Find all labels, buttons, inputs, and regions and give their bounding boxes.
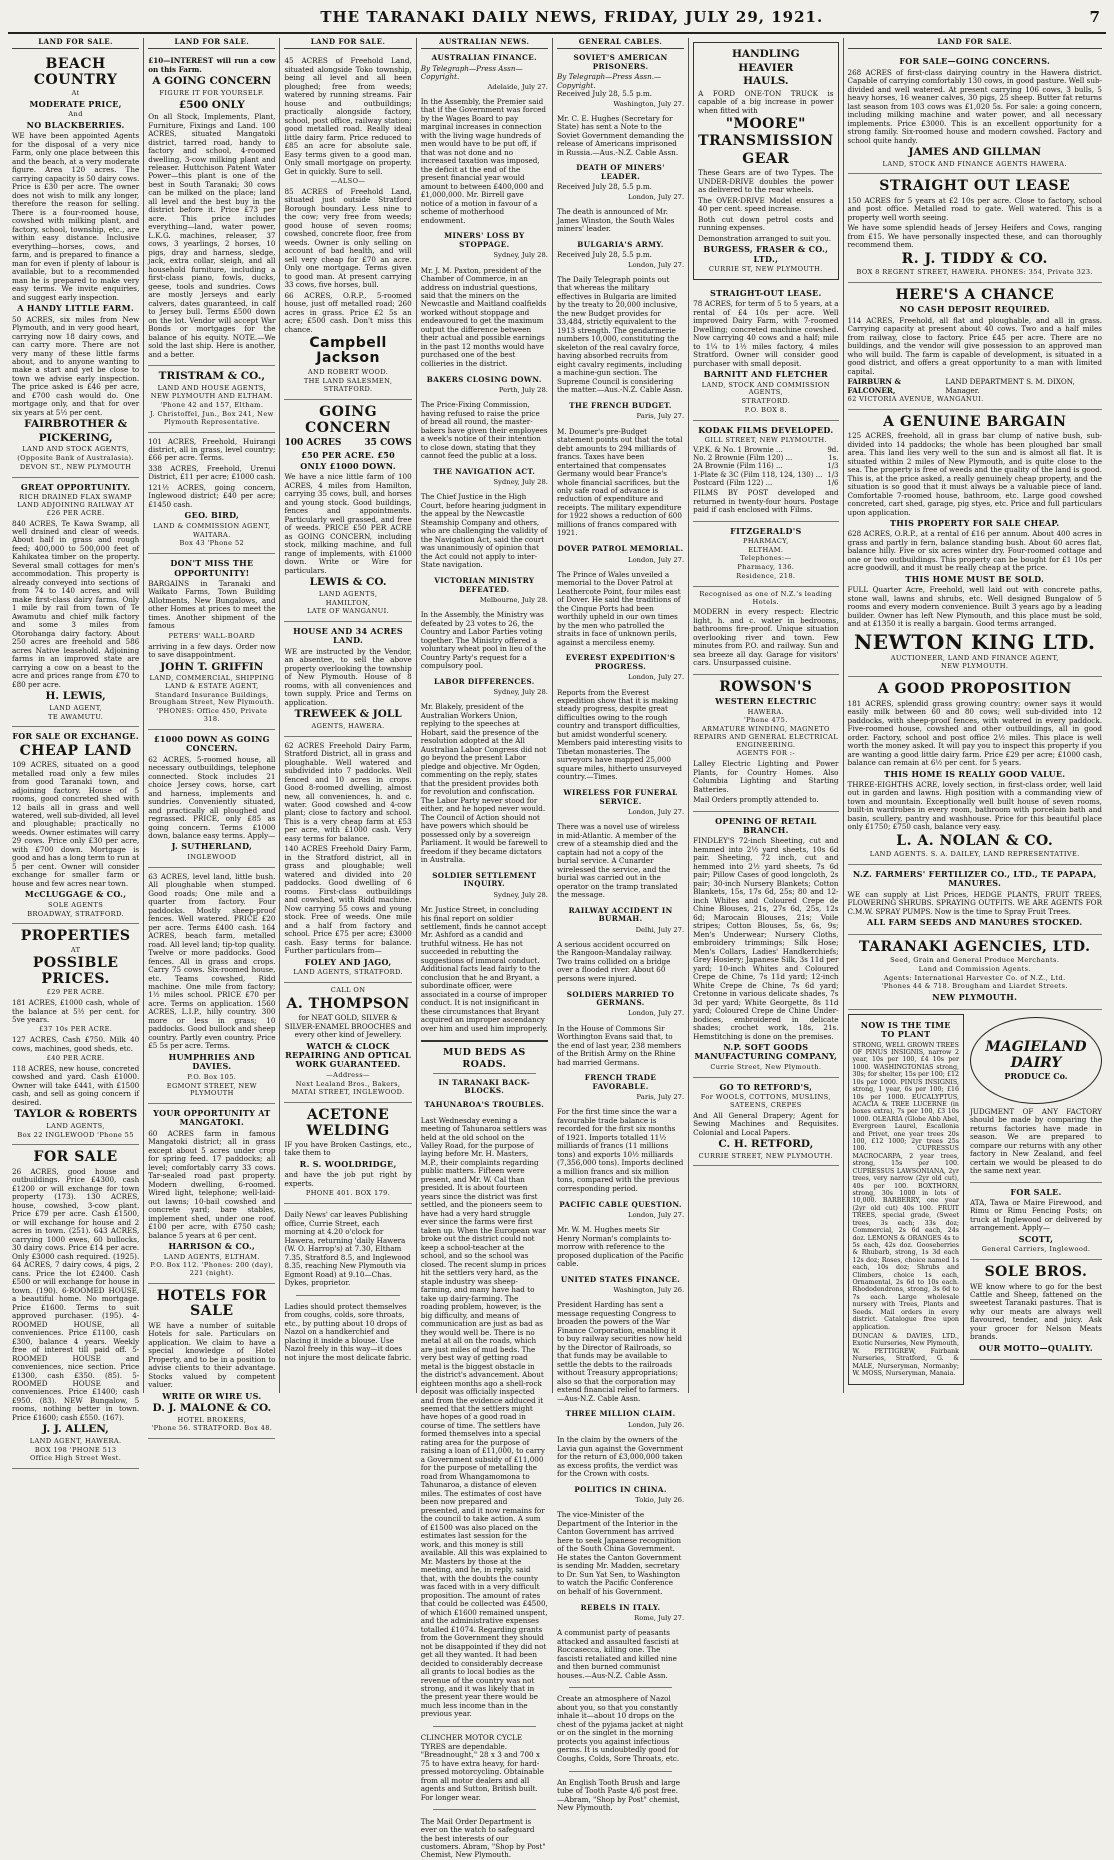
ad-mangatoki: YOUR OPPORTUNITY AT MANGATOKI. 60 ACRES farm in famous Mangatoki district; all in grass except about 5 acres under crop for spring feed. 17 paddocks; all level; comfortably carry 33 cows. Tar-sealed road past property. Modern dwelling, 6-roomed. Wired light, telephone; well-laid-out lawns; 10-bail cowshed and concrete yard; bare stables, implement shed, under one roof. £100 per acre, with £750 cash; balance 5 years at 6 per cent. HARRISON & CO., LAND AGENTS, ELTHAM. P.O. Box 112. 'Phones: 200 (day), 221 (night).	[148, 1104, 275, 1284]
section-heading: LAND FOR SALE.	[284, 38, 411, 49]
notice-delivery: Daily News' car leaves Publishing office, Currie Street, each morning at 4.20 o'clock for Hawera, returning 'daily Hawera (W. O. Harrop's) at 7.30, Eltham 7.35, Stratford 8.5, and Inglewood 8.35, reaching New Plymouth via Egmont Road) at 9.10—Chas. Dykes, proprietor.	[284, 1210, 411, 1288]
masthead-title: THE TARANAKI DAILY NEWS, FRIDAY, JULY 29, 1921.	[320, 8, 824, 26]
ad-hotel: Recognised as one of N.Z.'s leading Hotels. MODERN in every respect: Electric light, h. and c. water in bedrooms, bathrooms fire-proof. Unique situation overlooking river and town. Few minutes from P.O. and railway. Sun and sea breeze all day. Garage for visitors' cars. Unsurpassed cuisine.	[693, 587, 838, 675]
ad-heres-a-chance: HERE'S A CHANCE NO CASH DEPOSIT REQUIRED. 114 ACRES, Freehold, all flat and ploughable, and all in grass. Carrying capacity at present about 40 cows. Two and a half miles from railway, close to factory. Price £45 per acre. There are no buildings, and the vendor will give possession to an approved man who will build. The farm is capable of development, is situated in a good district, and offers a great opportunity to a man with limited capital. FAIRBURN & FALCONER, LAND DEPARTMENT S. M. DIXON, Manager. 62 VICTORIA AVENUE, WANGANUI.	[848, 283, 1102, 410]
page-number: 7	[1089, 8, 1100, 26]
ad-going-concern-hamilton: GOING CONCERN 100 ACRES 35 COWS £50 PER ACRE. £50 ONLY £1000 DOWN. We have a nice little farm of 100 ACRES, 4 miles from Hamilton, carrying 35 cows, bull, and horses and young stock. Good buildings, fences and appointments. Particularly well grassed, and free of weeds. PRICE £50 PER ACRE as GOING CONCERN, including stock, milking machine, and full range of implements, with £1000 down. Write or Wire for particulars. LEWIS & CO. LAND AGENTS, HAMILTON, LATE OF WANGANUI.	[284, 400, 411, 622]
column-7	[844, 38, 1106, 1393]
ad-moore-transmission: HANDLING HEAVIER HAULS. A FORD ONE-TON TRUCK is capable of a big increase in power when fitted with "MOORE" TRANSMISSION GEAR These Gears are of two Types. The UNDER-DRIVE doubles the power as delivered to the rear wheels. The OVER-DRIVE Model ensures a 40 per cent. speed increase. Both cut down petrol costs and running expenses. Demonstration arranged to suit you. BURGESS, FRASER & CO., LTD., CURRIE ST, NEW PLYMOUTH.	[693, 42, 838, 280]
ad-taranaki-agencies: TARANAKI AGENCIES, LTD. Seed, Grain and General Produce Merchants. Land and Commission Agents. Agents: International Harvester Co. of N.Z., Ltd. 'Phones 44 & 718. Brougham and Liardet Streets. NEW PLYMOUTH.	[848, 935, 1102, 1010]
ad-rowson: ROWSON'S WESTERN ELECTRIC HAWERA. 'Phone 475. ARMATURE WINDING, MAGNETO REPAIRS AND GENERAL ELECTRICAL ENGINEERING. AGENTS FOR :- Lalley Electric Lighting and Power Plants, for Country Homes. Also Columbia Lighting and Starting Batteries. Mail Orders promptly attended to.	[693, 675, 838, 812]
dairy-produce-logo: MAGIELAND DAIRY PRODUCE Co.	[970, 1017, 1102, 1104]
ad-1000-down: £1000 DOWN AS GOING CONCERN. 62 ACRES, 5-roomed house, all necessary outbuildings, telephone connected. Stock includes 21 choice Jersey cows, horse, cart and harness, implements and sundries. Conveniently situated, and practically all ploughed and regrassed. PRICE, only £85 as going concern. Terms £1000 down, balance easy terms. Apply— J. SUTHERLAND, INGLEWOOD	[148, 730, 275, 868]
masthead	[8, 8, 1106, 34]
ad-house-34: HOUSE AND 34 ACRES LAND. WE are instructed by the Vendor, an absentee, to sell the above property overlooking the township of New Plymouth. House of 8 rooms, with all conveniences and town supply. Price and Terms on application. TREWEEK & JOLL AGENTS, HAWERA.	[284, 622, 411, 737]
ad-straight-out-lease: STRAIGHT-OUT LEASE. 78 ACRES, for term of 5 to 5 years, at a rental of £4 10s per acre. Well improved Dairy Farm, with 7-roomed Dwelling; concreted machine cowshed. Now carrying 40 cows and a half; mile to 1¼ to 1½ miles factory, 4 miles Stratford. Owner will consider good purchaser with small deposit. BARNITT AND FLETCHER LAND, STOCK AND COMMISSION AGENTS, STRATFORD. P.O. BOX 8.	[693, 284, 838, 421]
ad-foley-jago: 62 ACRES Freehold Dairy Farm, Stratford District, all in grass and ploughable. Well watered and subdivided into 7 paddocks. Well fenced and 10 acres in crops. Good 8-roomed dwelling, almost new, all conveniences, h. and c. water. Good cowshed and 4-cow plant; close to factory and school. This is a very cheap farm at £53 per acre, with £1000 cash. Very easy terms for balance. 140 ACRES Freehold Dairy Farm, in the Stratford district, all in grass and ploughable; well watered and divided into 20 paddocks. Good dwelling of 6 rooms. First-class outbuildings and cowshed, with Ridd machine. Now carrying 55 cows and young stock. Free of weeds. One mile and a half from factory and school. Price £75 per acre; £3000 cash. Easy terms for balance. Further particulars from— FOLEY AND JAGO, LAND AGENTS, STRATFORD.	[284, 737, 411, 983]
ad-body: WE have been appointed Agents for the disposal of a very nice Farm, only one place between this and the beach, at a very moderate figure. Area 120 acres. The carrying capacity is 50 dairy cows. Price is £30 per acre. The owner does not wish to milk any longer, therefore the reason for selling. There is a four-roomed house, cowshed with milking plant, and factory, school, township, etc., are within easy distance. Inclusive everything—horses, cows, and farm, and is prepared to finance a man for even if plenty of labour is available, but to a recommended man he is prepared to make very easy terms. We invite enquiries, and suggest early inspection.	[12, 131, 140, 302]
ad-thompson: CALL ON A. THOMPSON for NEAT GOLD, SILVER & SILVER-ENAMEL BROOCHES and every other kind of Jewellery. WATCH & CLOCK REPAIRING AND OPTICAL WORK GUARANTEED. —Address— Next Lealand Bros., Bakers, MATAI STREET, INGLEWOOD.	[284, 983, 411, 1103]
ad-hotels: HOTELS FOR SALE WE have a number of suitable Hotels for sale. Particulars on application. We claim to have a special knowledge of Hotel Property, and to be in a position to advise clients to their advantage. Stocks valued by competent valuer. WRITE OR WIRE US. D. J. MALONE & CO. HOTEL BROKERS, 'Phone 56. STRATFORD. Box 48.	[148, 1284, 275, 1439]
ad-sole-bros: SOLE BROS. WE know where to go for the best Cattle and Sheep, fattened on the sweetest Taranaki pastures. That is why our meats are always well flavoured, tender, and juicy. Ask your grocer for Nelson Meats brands. OUR MOTTO—QUALITY.	[970, 1260, 1102, 1360]
ad-going-concern: £10—INTEREST will run a cow on this Farm. A GOING CONCERN FIGURE IT FOR YOURSELF. £500 ONLY On all Stock, Implements, Plant, Furniture, Fixings and Land. 100 ACRES, situated Mangatoki district, tarred road, handy to factory and school, 4-roomed dwelling, 3-cow milking plant and releaser. Huttchison Patent Water Power—this plant is one of the best in South Taranaki; 30 cows can be milked on the place; land all level and the best buy in the district before it. Price £73 per acre. This price includes everything—land, water power, L.K.G. machines, releaser, 37 cows, 3 yearlings, 2 horses, 10 pigs, dray and harness, sledge, jack, extra collar, sleigh, and all household furniture, including a first-class piano, fowls, ducks, geese, tools and sundries. Cows are mostly Jerseys and early calvers, dates guaranteed, in calf to Jersey bull. Terms £500 down on the lot. Vendor will accept War Bonds or mortgages for the balance of his equity. NOTE.—We sold the last ship. Here is another, and a better.	[148, 52, 275, 366]
ad-acetone-welding: ACETONE WELDING IF you have Broken Castings, etc., take them to R. S. WOOLDRIDGE, and have the job put right by experts. PHONE 401. BOX 179.	[284, 1103, 411, 1204]
column-3	[280, 38, 416, 1393]
section-heading: LAND FOR SALE.	[848, 38, 1102, 49]
headline-mud-beds: MUD BEDS AS ROADS.	[442, 1047, 526, 1070]
columns	[8, 37, 1106, 1860]
column-6	[689, 38, 843, 1393]
section-heading: GENERAL CABLES.	[557, 38, 684, 49]
ad-body: 50 ACRES, six miles from New Plymouth, and in very good heart, carrying now 18 dairy cows, and can carry more. There are not very many of these little farms about, and to anyone wanting to make a start and yet be close to town we advise early inspection. The price asked is £46 per acre, and £700 cash would do. One mortgage only, and that for over six years at 5½ per cent.	[12, 314, 140, 417]
ad-genuine-bargain: A GENUINE BARGAIN 125 ACRES, freehold, all in grass bar clump of native bush, sub-divided into 14 paddocks; the whole has been ploughed bar small area. This land lies very well to the sun and is almost all flat. It is situated within 2 miles of New Plymouth, and is quite close to the sea. The property is free of weeds and the quality of the land is good. This is, at the price asked, a really genuinely cheap property, and the situation is so good that it must always be a valuable piece of land. Comfortable 7-roomed house, bathroom, etc. Large good cowshed concreted, cart shed, garage, pig styes, etc. Price and full particulars upon application. THIS PROPERTY FOR SALE CHEAP. 628 ACRES, O.R.P., at a rental of £16 per annum. About 400 acres in grass and partly in fern, balance standing bush. About 60 acres flat, balance hilly. Five or six acres winter dry. Four-roomed cottage and one or two outbuildings. This property can be bought for £1 10s per acre goodwill, and it must be really cheap at the price. THIS HOME MUST BE SOLD. FULL Quarter Acre, Freehold, well laid out with concrete paths, stone wall, lawns and shrubs, etc. Well designed Bungalow of 5 rooms and every modern convenience. Built 3 years ago by a leading builder. Owner has left New Plymouth, and this place must be sold, and at £1350 it is really a bargain. Good terms arranged. NEWTON KING LTD. AUCTIONEER, LAND AND FINANCE AGENT, NEW PLYMOUTH.	[848, 410, 1102, 677]
notice-nazol: Ladies should protect themselves from coughs, colds, sore throats, etc., by putting about 10 drops of Nazol on a handkerchief and placing it inside a blouse. Use Nazol freely in this way—it does not injure the most delicate fabric.	[284, 1301, 412, 1362]
ad-going-concerns-hawera: FOR SALE—GOING CONCERNS. 268 ACRES of first-class dairying country in the Hawera district. Capable of carrying comfortably 130 cows, in good pasture. Well sub-divided and well watered. At present carrying 106 cows, 3 bulls, 5 heavy horses, 16 weaner calves, 30 pigs, 25 sheep. Butter fat returns last season from 103 cows was £1,020 5s. For sale: a going concern, including milking machine and water power, and all necessary implements. Price £3000. This is an excellent opportunity for a strong family. Six-roomed house and modern cowshed. Factory and school quite handy. JAMES AND GILLMAN LAND, STOCK AND FINANCE AGENTS HAWERA.	[848, 52, 1102, 174]
column-5: GENERAL CABLES. SOVIET'S AMERICAN PRISONERS. By Telegraph—Press Assn.—Copyright. Received July 28, 5.5 p.m. Washington, July 27. Mr. C. E. Hughes (Secretary for State) has sent a Note to the Soviet Government demanding the release of Americans imprisoned in Russia.—Aus.-N.Z. Cable Assn. DEATH OF MINERS' LEADER. Received July 28, 5.5 p.m. London, July 27. The death is announced of Mr. James Winston, the South Wales miners' leader. BULGARIA'S ARMY. Received July 28, 5.5 p.m. London, July 27. The Daily Telegraph points out that whereas the military effectives in Bulgaria are limited by the treaty to 20,000 inclusive, the new Budget provides for 33,484, strictly equivalent to the 1913 strength. The gendarmerie numbers 10,000, constituting the skeleton of the real cavalry force, having absorbed recruits from eight cavalry regiments, including a machine-gun section. The Supreme Council is considering the matter.—Aus.-N.Z. Cable Assn. THE FRENCH BUDGET. Paris, July 27. M. Doumer's pre-Budget statement points out that the total debt amounts to 294 milliards of francs. Taxes have been entertained that compensates Germany would bear France's whole financial sacrifices, but the only safe road of advance is reduction of expenditure and receipts. The military expenditure for 1922 shows a reduction of 600 millions of francs compared with 1921. DOVER PATROL MEMORIAL. London, July 27. The Prince of Wales unveiled a memorial to the Dover Patrol at Leathercote Point, four miles east of Dover. He said the traditions of the Cinque Ports had been worthily upheld in our own times by the men who patrolled the straits in face of unknown perils, against a merciless enemy. EVEREST EXPEDITION'S PROGRESS. London, July 27. Reports from the Everest expedition show that it is making steady progress, despite great difficulties owing to the rough country and transport difficulties, but amidst wonderful scenery. Members paid interesting visits to Tibetan monasteries. The surveyors have mapped 25,000 square miles, hitherto unsurveyed country.—Times. WIRELESS FOR FUNERAL SERVICE. London, July 27. There was a novel use of wireless in mid-Atlantic. A member of the crew of a steamship died and the captain had not a copy of the burial service. A Cunarder wirelessed the service, and the burial was carried out in the operator on the tramp translated the message. RAILWAY ACCIDENT IN BURMAH. Delhi, July 27. A serious accident occurred on the Rangoon-Mandalay railway. Two trains collided on a bridge over a flooded river. About 60 persons were injured. SOLDIERS MARRIED TO GERMANS. London, July 27. In the House of Commons Sir Worthington Evans said that, to the end of last year, 238 members of the British Army on the Rhine had married Germans. FRENCH TRADE FAVORABLE. Paris, July 27. For the first time since the war a favourable trade balance is recorded for the first six months of 1921. Imports totalled 11½ milliards of francs (11 millions tons) and exports 10½ milliards (7,356,000 tons). Imports declined a million francs and six million tons, compared with the previous corresponding period. PACIFIC CABLE QUESTION. London, July 27. Mr. W. M. Hughes meets Sir Henry Norman's complaints to-morrow with reference to the proposed duplication of the Pacific cable. UNITED STATES FINANCE. Washington, July 26. President Harding has sent a message requesting Congress to broaden the powers of the War Finance Corporation, enabling it to buy railway securities now held by the Director of Railroads, so that funds may be available to settle the debts to the railroads without Treasury appropriations; also so that the corporation may extend financial relief to farmers.—Aus-N.Z. Cable Assn. THREE MILLION CLAIM. London, July 26. In the claim by the owners of the Lavia gun against the Government for the return of £3,000,000 taken as excess profits, the verdict was for the Crown with costs. POLITICS IN CHINA. Tokio, July 26. The vice-Minister of the Department of the Interior in the Canton Government has arrived here to seek Japanese recognition of the South China Government. He states the Canton Government is sending Mr. Madden, secretary to Dr. Sun Yat Sen, to Washington to watch the Pacific Conference on behalf of his Government. REBELS IN ITALY. Rome, July 27. A communist party of peasants attacked and assaulted fascisti at Roccasecca, killing one. The fascisti retaliated and killed nine and then burned communist houses.—Aus-N.Z. Cable Assn. Create an atmosphere of Nazol about you, so that you constantly inhale it—about 10 drops on the chest of the pyjama jacket at night or on the singlet in the morning protects you against infectious germs. It is undoubtedly good for Coughs, Colds, Sore Throats, etc. An English Tooth Brush and large tube of Tooth Paste 4/6 post free.—Abram, "Shop by Post" chemist, New Plymouth.	[553, 38, 689, 1393]
ad-campbell-jackson: 45 ACRES of Freehold Land, situated alongside Toko township, being all level and all been ploughed; free from weeds; watered by running streams. Fair house and outbuildings; practically alongside factory, school, post office, railway station; good metalled road. Really ideal little dairy farm. Price reduced to £85 an acre for absolute sale. Easy terms given to a good man. Only small mortgage on property. Get in quickly. Sure to sell. —ALSO— 85 ACRES of Freehold Land, situated just outside Stratford Borough boundary. Less nine to the cow; very free from weeds; good house of seven rooms; cowshed, concrete floor, free from weeds. Owner is only selling on account of bad health, and will sell very cheap for £70 an acre. Only one mortgage. Terms given to good man. At present carrying 33 cows, five horses, bull. 66 ACRES, O.R.P., 5-roomed house, just off metalled road; 260 acres in grass. Price £2 5s an acre; £500 cash. Don't miss this chance. Campbell Jackson AND ROBERT WOOD. THE LAND SALESMEN, STRATFORD.	[284, 52, 411, 400]
ad-straight-out-lease-2: STRAIGHT OUT LEASE 150 ACRES for 5 years at £2 10s per acre. Close to factory, school and post office. Metalled road to gate. Well watered. This is a property well worth seeing. We have some splendid heads of Jersey Heifers and Cows, ranging from £15. We have personally inspected these, and can thoroughly recommend them. R. J. TIDDY & CO. BOX 8 REGENT STREET, HAWERA. PHONES: 354, Private 323.	[848, 174, 1102, 282]
column-4: AUSTRALIAN NEWS. AUSTRALIAN FINANCE. By Telegraph—Press Assn—Copyright. Adelaide, July 27. In the Assembly, the Premier said that if the Government was forced by the Wages Board to pay marginal increases in connection with the living wage hundreds of men would have to be put off, if that was not done and no increased taxation was imposed, the deficit at the end of the present financial year would amount to between £400,000 and £1,000,000. Mr. Birrell gave notice of a motion in favour of a scheme of motherhood endowment. MINERS' LOSS BY STOPPAGE. Sydney, July 28. Mr. J. M. Paxton, president of the Chamber of Commerce, in an address on industrial questions, said that the miners on the Newcastle and Maitland coalfields worked without stoppage and endeavoured to get the maximum output the difference between their actual and possible earnings in the past 12 months would have purchased one of the best collieries in the district. BAKERS CLOSING DOWN. Perth, July 28. The Price-Fixing Commission, having refused to raise the price of bread all round, the master-bakers have given their employees a week's notice of their intention to close down, stating that they cannot feed the public at a loss. THE NAVIGATION ACT. Sydney, July 28. The Chief Justice in the High Court, before hearing judgment in the appeal by the Newcastle Steamship Company and others, who are challenging the validity of the Navigation Act, said the court was unanimously of opinion that the Act could not apply to inter-State navigation. VICTORIAN MINISTRY DEFEATED. Melbourne, July 28. In the Assembly, the Ministry was defeated by 23 votes to 26, the Country and Labor Parties voting together. The Ministry offered a voluntary wheat pool in lieu of the Country Party's request for a compulsory pool. LABOR DIFFERENCES. Sydney, July 28. Mr. Blakely, president of the Australian Workers Union, replying to the speeches at Hobart, said the presence of the resolution adopted at the All Australian Labor Congress did not go beyond the present Labor pledge and objective. Mr Ogden, commenting on the reply, states that the president provides both for revolution and confiscation. The Labor Party never stood for either, and he hoped never would. The Council of Action should not have powers which should be possessed only by a sovereign Parliament. It would be farewell to freedom if they became dictators in Australia. SOLDIER SETTLEMENT INQUIRY. Sydney, July 28. Mr. Justice Street, in concluding his final report on soldier settlement, finds he cannot accept Mr. Ashford as a candid and truthful witness. He has not succeeded in rebutting the suggestions of immoral conduct. Additional facts lead fairly to the conclusion that he and Bryant, a subordinate officer, were associated in a course of improper conduct. It is not insignificant in these circumstances that Bryant acquired an improper ascendancy over him and used him improperly. MUD BEDS AS ROADS. IN TARANAKI BACK-BLOCKS. TAHUNAROA'S TROUBLES. Last Wednesday evening a meeting of Tahunaroa settlers was held at the old school on the Valley Road, for the purpose of laying before Mr. H. Masters, M.P., their complaints regarding public matters. Fifteen were present, and Mr. W. Cal than presided. It is about fourteen years since the district was first settled, and the pioneers seem to have had a very hard struggle ever since the farms were first taken up. When the European war broke out the district could not keep a school-teacher at the school, and so the school was closed. The recent slump in prices hit the settlers very hard, as the staple industry was sheep-farming, and many have had to take up dairy-farming. The roading problem, however, is the big difficulty, and means of communication are just as bad as they would well be. There is no metal at all on the roads, which are just miles of mud beds. The very best way of getting road metal is the biggest obstacle in the district's advancement. About eighteen months ago a shell-rock deposit was officially inspected and from the evidence adduced it seemed that the settlers might have hopes of a good road in course of time. The settlers have formed themselves into a special rating area for the purpose of raising a loan of £11,000, to carry a Government subsidy of £11,000 for the purpose of metalling the road from Whangamomona to Tahunaroa, a distance of eleven miles. The estimates of cost have been now prepared and presented, and it now remains for the council to take action. A sum of £1500 was also placed on the estimates last session for the work, and this money is still available. All this was explained to Mr. Masters by those at the meeting, and he, in reply, said that, with the doubts the county was faced with in a very difficult proposition. The amount of rates that could be collected was £4500, of which £1600 remained unspent, and the administrative expenses totalled £1074. Regarding grants from the Government they should not be disappointed if they did not get all they wanted. It had been decided to considerably decrease all grants to local bodies as the revenue of the country was not strong, and it was likely that in the present year there would be much less income than in the previous year. CLINCHER MOTOR CYCLE TYRES are dependable. "Breadnought," 28 x 3 and 700 x 75 to have extra heavy, for hard-pressed motorcycling. Obtainable from all motor dealers and all agents and Sutton, British built. For longer wear. The Mail Order Department is ever on the watch to safeguard the best interests of our customers. Abram, "Shop by Post" Chemist, New Plymouth.	[417, 38, 553, 1393]
ad-title: BEACH COUNTRY	[33, 56, 118, 88]
ad-great-opportunity: GREAT OPPORTUNITY. RICH DRAINED FLAX SWAMP LAND ADJOINING RAILWAY AT £26 PER ACRE. 840 ACRES, Te Kawa Swamp, all well drained and clear of weeds. About half in grass and rough feed; 400,000 to 500,000 feet of Kahikatea timber on the property. Several small cottages for men's accommodation. This property is already conveyed into sections of from 74 to 140 acres, and will make first-class dairy farms. Only 1 mile by rail from town of Te Awamutu and chief milk factory and some 3 miles from Otorohanga dairy factory. About 250 acres are freehold and 586 acres Native leasehold. Adjoining farms in an improved state are carrying a cow on a beast to the acre and prices range from £70 to £80 per acre. H. LEWIS, LAND AGENT, TE AWAMUTU.	[12, 478, 139, 728]
section-heading: LAND FOR SALE.	[12, 38, 139, 49]
ad-fitzgerald: FITZGERALD'S PHARMACY, ELTHAM. Telephones:— Pharmacy, 136. Residence, 218.	[693, 522, 838, 587]
ad-dairy-produce: MAGIELAND DAIRY PRODUCE Co. JUDGMENT OF ANY FACTORY should be made by comparing the returns factories have made in season. We are prepared to compare our returns with any other factory in New Zealand, and feel certain we would be pleased to do the same next year.	[970, 1010, 1102, 1183]
newton-king-logo: NEWTON KING LTD.	[853, 629, 1096, 654]
ad-dont-miss: DON'T MISS THE OPPORTUNITY! BARGAINS in Taranaki and Waikato Farms, Town Building Allotments, New Bungalows, and other Homes at prices to meet the times. Another shipment of the famous PETERS' WALL-BOARD arriving in a few days. Order now to save disappointment. JOHN T. GRIFFIN LAND, COMMERCIAL, SHIPPING LAND & ESTATE AGENT, Standard Insurance Buildings, Brougham Street, New Plymouth. 'PHONES: Office 450, Private 318.	[148, 554, 275, 730]
section-heading: LAND FOR SALE.	[148, 38, 275, 49]
ad-geo-bird: 101 ACRES, Freehold, Huirangi district, all in grass, level country; £66 per acre. Terms. 338 ACRES, Freehold, Urenui District, £11 per acre; £1000 cash. 121½ ACRES, going concern, Inglewood district; £40 per acre; £1450 cash. GEO. BIRD, LAND & COMMISSION AGENT, WAITARA. Box 43 'Phone 52	[148, 433, 275, 555]
column-2	[144, 37, 280, 1433]
ad-tristram: TRISTRAM & CO., LAND AND HOUSE AGENTS, NEW PLYMOUTH AND ELTHAM. 'Phone 42 and 157, Eltham. J. Christoffel, Jun., Box 241, New Plymouth Representative.	[148, 366, 275, 432]
ad-retfords: GO TO RETFORD'S, For WOOLS, COTTONS, MUSLINS, SATEENS, CREPES And All General Drapery; Agent for Sewing Machines and Requisites. Colonial and Local Papers. C. H. RETFORD, CURRIE STREET, NEW PLYMOUTH.	[693, 1078, 838, 1167]
column-1	[8, 37, 144, 1463]
ad-humphries: 63 ACRES, level land, little bush. All ploughable when stumped. Good roads; One mile and a quarter from factory. Four paddocks. Mostly sheep-proof fences. Well watered. PRICE £20 per acre. Terms £400 cash. 164 ACRES, beach farm, metalled road. All level land; tip-top quality. Twelve or more paddocks. Good fences. All in grass and crops. Carry 75 cows. Six-roomed house, etc. Teams cowshed, Ridd machine. One mile from factory; 1½ miles school. PRICE £70 per acre. Terms on application. 1560 ACRES, L.I.P., hilly country. 300 more or less in grass; 10 paddocks. Good bullock and sheep country. Partly even country. Price £5 5s per acre. Terms. HUMPHRIES AND DAVIES. P.O. Box 105. EGMONT STREET, NEW PLYMOUTH	[148, 868, 275, 1104]
kodak-price-list: V.P.K. & No. 1 Brownie ... 9d. No. 2 Brownie (Film 120) ... 1s. 2A Brownie (Film 116) ... 1/3 1-Plate & 3C (Film 118, 124, 130) ... 1/3 Postcard (Film 122) ... 1/6	[693, 445, 839, 487]
ad-for-sale: FOR SALE 26 ACRES, good house and outbuildings. Price £4300, cash £1200 or will exchange for town property (173). 130 ACRES, house, cowshed, 3-cow plant. Price £79 per acre. Cash £1500, or will exchange for house and 2 acres in town. (251). 643 ACRES, carrying 1000 ewes, 60 bullocks, 30 dairy cows. Price £14 per acre. Only £3000 cash required. (1925). 64 ACRES, 7 dairy cows, 4 pigs, 2 cans. Price the lot £2400. Cash £500 or will exchange for house in town. (190). 6-ROOMED HOUSE, a beautiful home. No mortgage. Price £1600. Terms to suit approved purchaser. (195). 4-ROOMED HOUSE, all conveniences. Price £1100, cash £300, balance 4 years. Weekly free of interest till paid off. 5-ROOMED HOUSE and conveniences, nice section. Price £1300, cash £350. (85). 5-ROOMED HOUSE and conveniences. Price £1400; cash £950. (83). NEW Bungalow, 5 rooms, nothing better in town. Price £1600; cash £550. (167). J. J. ALLEN, LAND AGENT, HAWERA. BOX 198 'PHONE 513 Office High Street West.	[12, 1145, 139, 1469]
ad-kodak-films: KODAK FILMS DEVELOPED. GILL STREET, NEW PLYMOUTH. V.P.K. & No. 1 Brownie ... 9d. No. 2 Brownie (Film 120) ... 1s. 2A Brownie (Film 116) ... 1/3 1-Plate & 3C (Film 118, 124, 130) ... 1/3 Postcard (Film 122) ... 1/6 FILMS BY POST developed and returned in twenty-four hours. Postage paid if cash enclosed with Films.	[693, 421, 838, 522]
ad-nz-farmers-fertilizer: N.Z. FARMERS' FERTILIZER CO., LTD., TE PAPAPA, MANURES. WE can supply at List Prices, HEDGE PLANTS, FRUIT TREES, FLOWERING SHRUBS. SPRAYING OUTFITS. WE ARE AGENTS FOR C.M.W. SPRAY PUMPS. Now is the time to Spray Fruit Trees. ALL FARM SEEDS AND MANURES STOCKED.	[848, 865, 1102, 935]
section-heading: AUSTRALIAN NEWS.	[421, 38, 548, 49]
ad-beach-country: BEACH COUNTRY At MODERATE PRICE, And NO BLACKBERRIES. WE have been appointed Agents for the disposal of a very nice Farm, only one place between this and the beach, at a very moderate figure. Area 120 acres. The carrying capacity is 50 dairy cows. Price is £30 per acre. The owner does not wish to milk any longer, therefore the reason for selling. There is a four-roomed house, cowshed with milking plant, and factory, school, township, etc., are within easy distance. Inclusive everything—horses, cows, and farm, and is prepared to finance a man for even if plenty of labour is available, but to a recommended man he is prepared to make very easy terms. We invite enquiries, and suggest early inspection. A HANDY LITTLE FARM. 50 ACRES, six miles from New Plymouth, and in very good heart, carrying now 18 dairy cows, and can carry more. There are not very many of these little farms about, and to anyone wanting to make a start and yet be close to town we advise early inspection. The price asked is £46 per acre, and £700 cash would do. One mortgage only, and that for over six years at 5½ per cent. FAIRBROTHER & PICKERING, LAND AND STOCK AGENTS, (Opposite Bank of Australasia). DEVON ST., NEW PLYMOUTH	[12, 52, 139, 478]
ad-properties: PROPERTIES AT POSSIBLE PRICES. £29 PER ACRE. 181 ACRES, £1000 cash, whole of the balance at 5½ per cent. for 5ve years. £37 10s PER ACRE. 127 ACRES, Cash £750. Milk 40 cows, machines, good sheds, etc. £40 PER ACRE. 118 ACRES, new house, concreted cowshed and yard. Cash £1000. Owner will take £441, with £1500 cash, and sell as going concern if desired. TAYLOR & ROBERTS LAND AGENTS, Box 22 INGLEWOOD 'Phone 55	[12, 924, 139, 1145]
ad-good-proposition: A GOOD PROPOSITION 181 ACRES, splendid grass growing country; owner says it would easily milk between 60 and 80 cows; well sub-divided into 12 paddocks, with sheep-proof fences, with watered in every paddock. Five-roomed house, cowshed and other outbuildings, all in good order. Factory, school and post office 2½ miles. This place is well worth the money asked. It will pay you to inspect this property if you are wanting a good little dairy farm. Price £29 per acre; £1000 cash, balance can remain at 6½ per cent. for 5 years. THIS HOME IS REALLY GOOD VALUE. THREE-EIGHTHS ACRE, lovely section, in first-class order, well laid out in garden and lawns. High position with a commanding view of town and mountain. Exceptionally well built house of seven rooms, built-in wardrobes in every room, bathroom with porcelain bath and basin, scullery, pantry and washhouse. Price for this beautiful place only £1750; £750 cash, balance very easy. L. A. NOLAN & CO. LAND AGENTS. S. A. DAILEY, LAND REPRESENTATIVE.	[848, 677, 1102, 865]
ad-cheap-land: FOR SALE OR EXCHANGE. CHEAP LAND 109 ACRES, situated on a good metalled road only a few miles from good Taranaki town, and adjoining factory. House of 5 rooms, good concreted shed with 12 bails all in grass and well watered, well sub-divided, all level and ploughable; practically no weeds. Owner estimates will carry 29 cows. Price only £30 per acre, with £700 down. Mortgage is good and has a long term to run at 5 per cent. Owner will consider exchange for smaller farm or house and few acres near town. McCLUGGAGE & CO., SOLE AGENTS BROADWAY, STRATFORD.	[12, 727, 139, 924]
ad-time-to-plant: NOW IS THE TIME TO PLANT STRONG, WELL GROWN TREES OF PINUS INSIGNIS, narrow 2 year, 10s per 100, £4 10s per 1000. WASHINGTONIAS strong, 30s; for shelter, 15s per 100; £12 10s per 1000. PINUS INSIGNIS, strong, 1 year, 6s per 100; £16 10s per 1000. EUCALYPTUS, ACACIA & TREE LUCERNE (in boxes extra), 7s per 100, £3 10s 1000. OLEARIA (Globe Abb Abel, Evergreen Laurel, Escallonia and Privet, one year trees 20s 100, £12 1000; 2yr trees 25s 100. CUPRESSUS MACROCARPA, 2 year trees, strong, 15s per 100. CUPRESSUS LAWSONIANA, 2yr trees, very narrow (2yr old cut), 40s per 100. BOXTHORN, strong, 30s 1000 in lots of 10,000. BARBERRY, one year (2yr old cut) 40s 100. FRUIT TREES, special grade, (Sweet trees, 3s each; 33s doz; Commercial, 2s 6d each, 24s doz. LEMONS & ORANGES 4s to 5s each, 42s doz. Gooseberries & Rhubarb, strong, 1s 3d each 12s doz; Roses, choice named 1s each, 10s doz; Shrubs and Climbers, choice 1s each, Ornamental, 2s 6d to 10s each. Rhododendrons, strong, 3s 6d to 7s each. Large wholesale nursery with Trees, Plants and Seeds. Mail orders in every district. Catalogue free upon application. DUNCAN & DAVIES, LTD., Exotic Nurseries, New Plymouth, W. PETTIGREW, Fairbank Nurseries, Stratford, G. & MALE, Nurseryman, Normanby; W. MOSS, Nurseryman, Manaia.	[848, 1014, 964, 1385]
ad-firewood-for-sale: FOR SALE. ATA, Tawa or Maire Firewood, and Rimu or Rimu Fencing Posts; on truck at Inglewood or delivered by arrangement. Apply— SCOTT, General Carriers, Inglewood.	[970, 1183, 1102, 1261]
ad-retail-branch: OPENING OF RETAIL BRANCH. FINDLEY'S 72-inch Sheeting, cut and hemmed into 2½ yard sheets, 10s 6d pair. Sheeting, 72 inch, cut and hemmed into 2½ yard sheets, 7s 6d pair; Pillow Cases of good longcloth, 2s pair; 30-inch Nursery Blankets; Cotton Blankets, 15s, 17s 6d, 25s; 80 and 12-inch Whites and Coloured Crepe de Chine Blouses, 21s, 27s 6d, 25s, 12s 6d; Marocain Blouses, 21s; Voile stripes; Cotton Blouses, 5s, 6s, 9s; Men's Underwear; Nursery Cloths, embroidery trimmings; Silk Hose; Men's Collars, Ladies' Handkerchiefs; Grey Hosiery; Japanese Silk, 3s 11d per yard; 10-inch Whites and Coloured Crepe de Chine, 7s 11d yard; 12-inch White Crepe de Chine, 7s 6d yard; Cretonne in various delicate shades, 7s 3d per yard; White Georgette, 8s 11d yard; Coloured Crepe de Chine Under-bodices, embroidered in delicate shades; crochet work, 18s, 21s. Hemstitching is done on the premises. N.P. SOFT GOODS MANUFACTURING COMPANY, Currie Street, New Plymouth.	[693, 812, 838, 1078]
